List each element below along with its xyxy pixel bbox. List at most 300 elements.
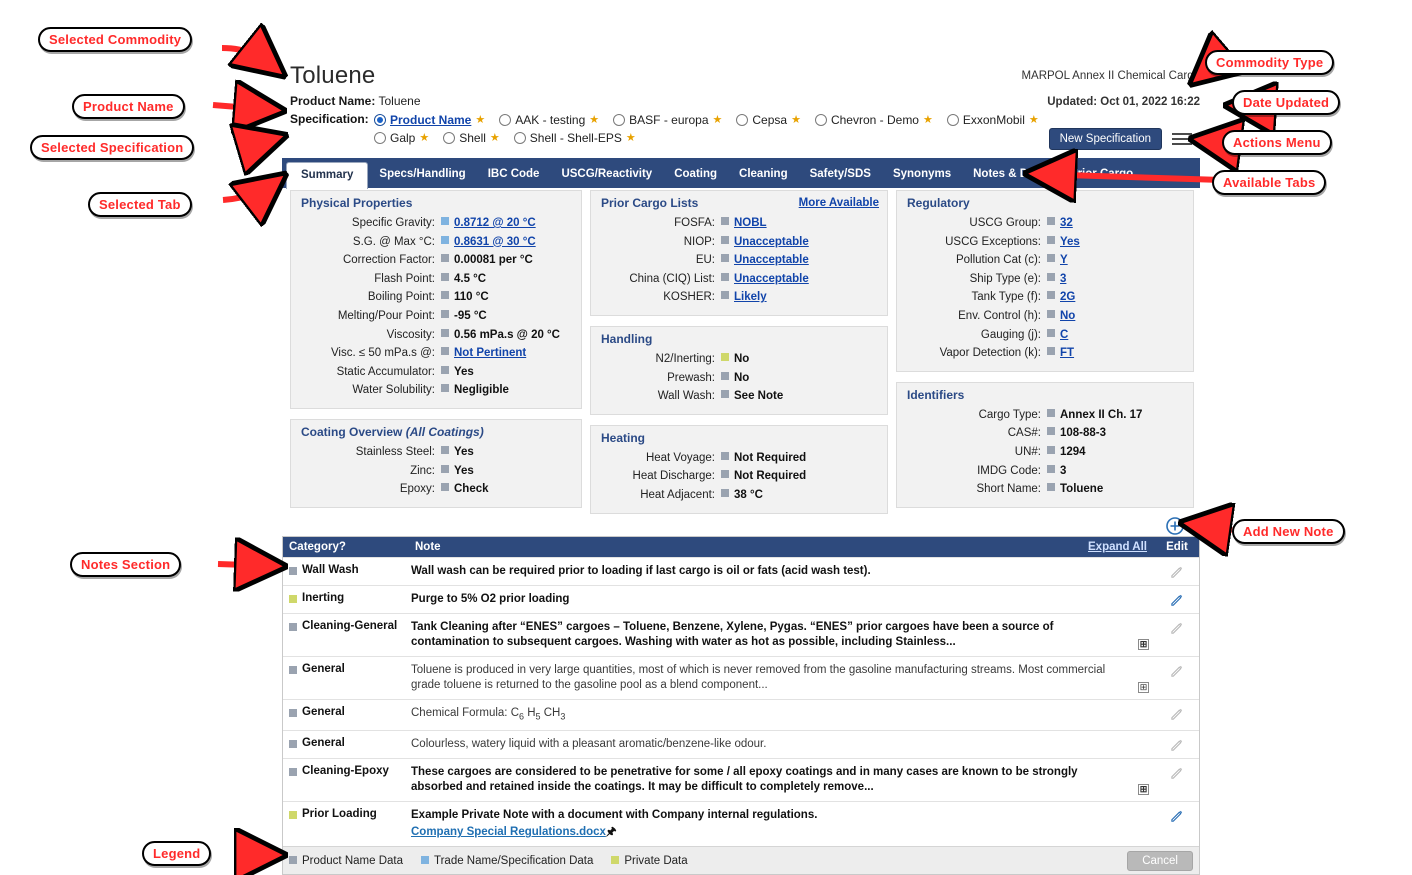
note-edit-cell[interactable]: [1155, 663, 1199, 678]
note-text: These cargoes are considered to be penetrative for some / all epoxy coatings and in many cases are known to be strongly absorbed and retained inside the coatings. It may be difficult to completely remove... ⊞: [411, 766, 1148, 795]
notes-col-edit: Edit: [1166, 541, 1188, 553]
row-label: USCG Exceptions:: [945, 235, 1041, 248]
note-category: General: [283, 737, 411, 749]
edit-pencil-icon[interactable]: [1170, 765, 1185, 780]
row-stainless-steel: [291, 443, 573, 462]
edit-pencil-icon[interactable]: [1170, 808, 1185, 823]
data-source-marker: [289, 567, 297, 575]
row-value: 0.56 mPa.s @ 20 °C: [454, 328, 560, 341]
spec-option-cepsa[interactable]: [736, 111, 801, 129]
heating-title: Heating: [601, 430, 646, 445]
edit-pencil-icon[interactable]: [1170, 620, 1185, 635]
table-row[interactable]: [283, 699, 1199, 730]
data-source-marker: [441, 446, 449, 454]
row-short-name: [897, 480, 1185, 499]
row-label: China (CIQ) List:: [629, 272, 715, 285]
category-help-icon[interactable]: ?: [338, 541, 346, 553]
spec-option-shell-eps[interactable]: [514, 129, 636, 147]
specification-options-row-1: [374, 111, 1200, 129]
spec-option-label: Chevron - Demo: [830, 113, 919, 127]
row-label: Correction Factor:: [342, 254, 435, 267]
row-value-link[interactable]: 3: [1060, 272, 1067, 285]
tab-specs-handling[interactable]: Specs/Handling: [379, 168, 466, 180]
data-source-marker: [1047, 427, 1055, 435]
row-heat-discharge: [591, 467, 879, 486]
data-source-marker: [1047, 273, 1055, 281]
note-text: Purge to 5% O2 prior loading: [411, 593, 570, 605]
row-uscg-exceptions: [897, 233, 1185, 252]
annotation-add-new-note: Add New Note: [1232, 519, 1345, 544]
row-label: USCG Group:: [969, 217, 1041, 229]
physical-properties-panel: [290, 190, 582, 409]
data-source-marker: [289, 768, 297, 776]
legend-marker: [289, 856, 297, 864]
data-source-marker: [721, 217, 729, 225]
row-value: Yes: [454, 365, 474, 378]
row-label: Boiling Point:: [367, 291, 435, 304]
row-value: 38 °C: [734, 488, 763, 501]
row-value-link[interactable]: NOBL: [734, 217, 767, 229]
data-source-marker: [289, 740, 297, 748]
row-value: No: [734, 371, 750, 384]
note-edit-cell[interactable]: [1155, 737, 1199, 752]
row-static-accumulator: [291, 363, 573, 382]
row-value: Not Required: [734, 470, 807, 483]
data-source-marker: [721, 273, 729, 281]
data-source-marker: [441, 465, 449, 473]
edit-pencil-icon[interactable]: [1170, 564, 1185, 579]
note-category: General: [283, 706, 411, 718]
row-value: Not Required: [734, 451, 807, 464]
data-source-marker: [441, 310, 449, 318]
prior-cargo-lists-panel: [590, 190, 888, 316]
row-value-link[interactable]: FT: [1060, 347, 1075, 360]
row-value-link[interactable]: 0.8712 @ 20 °C: [454, 217, 536, 229]
expand-note-icon[interactable]: ⊞: [1139, 639, 1148, 649]
data-source-marker: [289, 623, 297, 631]
annotation-selected-specification: Selected Specification: [30, 135, 194, 160]
tab-notes-docs[interactable]: Notes & Docs: [973, 168, 1048, 180]
row-label: Static Accumulator:: [336, 365, 435, 378]
edit-pencil-icon[interactable]: [1170, 706, 1185, 721]
row-wall-wash: [591, 387, 879, 406]
row-value-link[interactable]: 32: [1060, 217, 1073, 229]
radio-icon[interactable]: [947, 114, 959, 126]
data-source-marker: [1047, 347, 1055, 355]
row-melting-pour-point: [291, 307, 573, 326]
summary-column-3: [896, 190, 1194, 514]
star-icon: ★: [791, 114, 801, 126]
tab-prior-cargo[interactable]: Prior Cargo: [1069, 168, 1134, 180]
star-icon: ★: [589, 114, 600, 126]
note-edit-cell[interactable]: [1155, 765, 1199, 780]
row-ship-type: [897, 270, 1185, 289]
row-label: Pollution Cat (c):: [955, 254, 1041, 267]
note-text: Colourless, watery liquid with a pleasant aromatic/benzene-like odour.: [411, 738, 767, 751]
data-source-marker: [721, 470, 729, 478]
data-source-marker: [1047, 236, 1055, 244]
row-label: EU:: [695, 254, 715, 267]
spec-option-shell[interactable]: [443, 129, 500, 147]
regulatory-panel: [896, 190, 1194, 372]
row-prewash: [591, 369, 879, 388]
row-value-link[interactable]: No: [1060, 309, 1076, 322]
row-value: 4.5 °C: [454, 272, 487, 285]
data-source-marker: [441, 347, 449, 355]
legend-product-name-data: Product Name Data: [289, 855, 403, 867]
radio-icon[interactable]: [374, 132, 386, 144]
notes-col-note: Note Expand All: [415, 541, 1147, 553]
radio-icon[interactable]: [613, 114, 625, 126]
row-pollution-cat: [897, 251, 1185, 270]
spec-option-label: AAK - testing: [515, 113, 586, 127]
tab-uscg-reactivity[interactable]: USCG/Reactivity: [561, 168, 653, 180]
annotation-legend: Legend: [142, 841, 211, 866]
row-value-link[interactable]: C: [1060, 328, 1069, 341]
row-label: Flash Point:: [374, 272, 435, 285]
coating-overview-title-sub: (All Coatings): [405, 424, 484, 439]
row-fosfa: [591, 214, 879, 233]
new-specification-button[interactable]: New Specification: [1049, 128, 1162, 150]
add-note-icon[interactable]: [1166, 517, 1184, 535]
spec-option-label: Cepsa: [752, 113, 788, 127]
spec-option-label: BASF - europa: [629, 113, 709, 127]
radio-icon[interactable]: [374, 114, 386, 126]
legend-private-data: Private Data: [611, 855, 687, 867]
row-value: Check: [454, 483, 489, 496]
data-source-marker: [1047, 291, 1055, 299]
row-water-solubility: [291, 381, 573, 400]
legend-bar: [283, 846, 1199, 874]
radio-icon[interactable]: [499, 114, 511, 126]
row-zinc: [291, 462, 573, 481]
data-source-marker: [289, 811, 297, 819]
note-category: Inerting: [283, 592, 411, 604]
heating-panel: [590, 425, 888, 514]
table-row[interactable]: [283, 613, 1199, 656]
row-label: Wall Wash:: [657, 390, 715, 403]
star-icon: ★: [922, 114, 933, 126]
coating-overview-panel: [290, 419, 582, 508]
data-source-marker: [441, 273, 449, 281]
data-source-marker: [1047, 446, 1055, 454]
table-row[interactable]: [283, 758, 1199, 801]
data-source-marker: [721, 452, 729, 460]
legend-marker: [421, 856, 429, 864]
data-source-marker: [721, 372, 729, 380]
row-value: Negligible: [454, 384, 509, 397]
data-source-marker: [721, 353, 729, 361]
note-edit-cell[interactable]: [1155, 564, 1199, 579]
cancel-button[interactable]: Cancel: [1127, 851, 1193, 871]
row-label: Short Name:: [976, 483, 1041, 496]
row-value-link[interactable]: Unacceptable: [734, 272, 809, 285]
row-value-link[interactable]: Unacceptable: [734, 235, 809, 248]
row-label: Vapor Detection (k):: [939, 347, 1041, 360]
data-source-marker: [441, 217, 449, 225]
note-category: Prior Loading: [283, 808, 411, 820]
expand-note-icon[interactable]: ⊞: [1139, 784, 1148, 795]
row-value: -95 °C: [454, 309, 487, 322]
row-niop: [591, 233, 879, 252]
summary-panels: [290, 190, 1200, 514]
hamburger-menu-icon[interactable]: [1172, 128, 1194, 150]
note-text: Wall wash can be required prior to loading if last cargo is oil or fats (acid wash test).: [411, 565, 871, 577]
row-value: 108-88-3: [1060, 427, 1107, 440]
row-flash-point: [291, 270, 573, 289]
row-sg-max: [291, 233, 573, 252]
row-label: S.G. @ Max °C:: [352, 235, 435, 248]
row-label: Env. Control (h):: [958, 309, 1041, 322]
data-source-marker: [441, 291, 449, 299]
product-name-label: Product Name:: [290, 94, 376, 108]
tab-cleaning[interactable]: Cleaning: [739, 168, 788, 180]
row-boiling-point: [291, 288, 573, 307]
data-source-marker: [441, 236, 449, 244]
data-source-marker: [289, 666, 297, 674]
row-label: Zinc:: [410, 464, 435, 477]
row-kosher: [591, 288, 879, 307]
row-label: Tank Type (f):: [971, 291, 1041, 304]
edit-pencil-icon[interactable]: [1170, 663, 1185, 678]
note-category: General: [283, 663, 411, 675]
data-source-marker: [289, 709, 297, 717]
spec-option-label: Shell: [459, 131, 486, 145]
data-source-marker: [1047, 329, 1055, 337]
row-heat-adjacent: [591, 486, 879, 505]
data-source-marker: [441, 384, 449, 392]
data-source-marker: [1047, 465, 1055, 473]
spec-option-exxonmobil[interactable]: [947, 111, 1039, 129]
prior-cargo-lists-title: Prior Cargo Lists: [601, 196, 699, 210]
row-value-link[interactable]: Not Pertinent: [454, 347, 527, 360]
data-source-marker: [289, 595, 297, 603]
table-row[interactable]: [283, 730, 1199, 758]
tab-synonyms[interactable]: Synonyms: [892, 168, 952, 180]
data-source-marker: [721, 254, 729, 262]
star-icon: ★: [489, 132, 500, 144]
tab-safety-sds[interactable]: Safety/SDS: [809, 168, 871, 180]
annotation-selected-tab: Selected Tab: [88, 192, 192, 217]
row-label: Heat Adjacent:: [640, 488, 715, 501]
note-text: Tank Cleaning after “ENES” cargoes – Toluene, Benzene, Xylene, Pygas. “ENES” prior cargoes have been a source of contamination to subsequent cargoes. Washing with water as hot as possible, including Stainless... ⊞: [411, 621, 1148, 649]
table-row[interactable]: [283, 557, 1199, 585]
row-cargo-type: [897, 406, 1185, 425]
summary-column-1: [290, 190, 582, 514]
star-icon: ★: [475, 114, 486, 126]
row-label: Heat Discharge:: [632, 470, 715, 483]
annotation-date-updated: Date Updated: [1232, 90, 1340, 115]
legend-trade-name-data: Trade Name/Specification Data: [421, 855, 593, 867]
row-value: Toluene: [1060, 483, 1104, 496]
note-document-link[interactable]: Company Special Regulations.docx: [411, 826, 606, 839]
row-value: See Note: [734, 390, 784, 403]
product-name-value: Toluene: [378, 94, 421, 108]
notes-table-header: [283, 537, 1199, 557]
row-value-link[interactable]: 0.8631 @ 30 °C: [454, 235, 536, 248]
spec-option-chevron-demo[interactable]: [815, 111, 933, 129]
note-text-body: Example Private Note with a document with Company internal regulations.: [411, 809, 818, 822]
annotation-product-name: Product Name: [72, 94, 185, 119]
row-value: Yes: [454, 445, 474, 458]
radio-icon[interactable]: [736, 114, 748, 126]
row-label: Specific Gravity:: [351, 217, 435, 229]
annotation-commodity-type: Commodity Type: [1205, 50, 1334, 75]
attachment-icon: 🖈: [605, 826, 617, 839]
coating-overview-title: [291, 420, 581, 443]
date-updated-label: Updated: Oct 01, 2022 16:22: [1047, 96, 1200, 108]
row-viscosity-threshold: [291, 344, 573, 363]
row-value-link[interactable]: Yes: [1060, 235, 1080, 248]
row-value-link[interactable]: Likely: [734, 291, 767, 304]
spec-option-label: Galp: [390, 131, 416, 145]
row-value-link[interactable]: Unacceptable: [734, 254, 809, 267]
row-env-control: [897, 307, 1185, 326]
annotation-actions-menu: Actions Menu: [1222, 130, 1332, 155]
edit-pencil-icon[interactable]: [1170, 737, 1185, 752]
data-source-marker: [1047, 217, 1055, 225]
coating-overview-title-text: Coating Overview: [301, 424, 403, 439]
tab-coating[interactable]: Coating: [674, 168, 718, 180]
note-category: Cleaning-General: [283, 620, 411, 632]
row-value: Yes: [454, 464, 474, 477]
row-uscg-group: [897, 214, 1185, 233]
row-label: CAS#:: [1007, 427, 1041, 440]
spec-option-basf-europa[interactable]: [613, 111, 722, 129]
regulatory-title: Regulatory: [907, 196, 970, 210]
spec-option-product-name[interactable]: [374, 111, 485, 129]
legend-marker: [611, 856, 619, 864]
row-epoxy: [291, 480, 573, 499]
row-label: Prewash:: [667, 371, 715, 384]
row-specific-gravity: [291, 214, 573, 233]
spec-option-label: ExxonMobil: [962, 113, 1025, 127]
identifiers-title: Identifiers: [907, 387, 965, 402]
radio-icon[interactable]: [514, 132, 526, 144]
row-label: N2/Inerting:: [655, 352, 715, 365]
summary-column-2: [590, 190, 888, 514]
radio-icon[interactable]: [815, 114, 827, 126]
specification-label: Specification:: [290, 112, 369, 126]
row-value: 110 °C: [454, 291, 489, 304]
commodity-type-label: MARPOL Annex II Chemical Cargo: [1021, 70, 1200, 82]
note-edit-cell[interactable]: [1155, 592, 1199, 607]
row-vapor-detection: [897, 344, 1185, 363]
note-edit-cell[interactable]: [1155, 808, 1199, 823]
physical-properties-title: Physical Properties: [301, 196, 413, 210]
row-imdg-code: [897, 462, 1185, 481]
radio-icon[interactable]: [443, 132, 455, 144]
row-heat-voyage: [591, 449, 879, 468]
data-source-marker: [1047, 483, 1055, 491]
data-source-marker: [721, 291, 729, 299]
identifiers-panel: [896, 382, 1194, 508]
row-cas-number: [897, 424, 1185, 443]
data-source-marker: [1047, 310, 1055, 318]
data-source-marker: [1047, 254, 1055, 262]
row-label: KOSHER:: [663, 291, 715, 304]
commodity-detail-app: [282, 62, 1200, 872]
expand-all-link[interactable]: Expand All: [1088, 541, 1147, 553]
tab-summary[interactable]: Summary: [286, 162, 368, 189]
spec-option-label: Product Name: [390, 113, 472, 127]
data-source-marker: [441, 483, 449, 491]
row-label: UN#:: [1014, 445, 1041, 458]
table-row[interactable]: [283, 656, 1199, 699]
annotation-notes-section: Notes Section: [70, 552, 181, 577]
data-source-marker: [1047, 409, 1055, 417]
note-edit-cell[interactable]: [1155, 706, 1199, 721]
spec-option-aak-testing[interactable]: [499, 111, 599, 129]
table-row[interactable]: [283, 801, 1199, 846]
star-icon: ★: [712, 114, 723, 126]
spec-option-label: Shell - Shell-EPS: [529, 131, 622, 145]
row-gauging: [897, 326, 1185, 345]
row-label: Heat Voyage:: [645, 451, 715, 464]
row-label: Epoxy:: [399, 483, 435, 496]
data-source-marker: [721, 236, 729, 244]
row-value: 0.00081 per °C: [454, 254, 533, 267]
table-row[interactable]: [283, 585, 1199, 613]
row-value: Annex II Ch. 17: [1060, 408, 1143, 421]
data-source-marker: [441, 366, 449, 374]
tab-ibc-code[interactable]: IBC Code: [487, 168, 540, 180]
row-label: Viscosity:: [386, 328, 435, 341]
spec-option-galp[interactable]: [374, 129, 429, 147]
row-label: FOSFA:: [674, 217, 715, 229]
row-value-link[interactable]: Y: [1060, 254, 1068, 267]
note-category: Wall Wash: [283, 564, 411, 576]
data-source-marker: [721, 390, 729, 398]
note-text: [411, 808, 1155, 840]
tab-bar: [282, 158, 1200, 188]
star-icon: ★: [625, 132, 636, 144]
note-text: Toluene is produced in very large quantities, most of which is never removed from the gasoline manufacturing streams. Most commercial grade toluene is returned to the gasoline pool as a blend component... ⊞: [411, 664, 1148, 692]
page-title: Toluene: [290, 62, 376, 89]
row-label: Stainless Steel:: [355, 445, 435, 458]
row-label: Gauging (j):: [980, 328, 1041, 341]
row-value: No: [734, 352, 750, 365]
note-text: Chemical Formula: $C_6$ $H_5$ $CH_3$: [411, 707, 566, 722]
expand-note-icon[interactable]: ⊞: [1139, 682, 1148, 692]
handling-panel: [590, 326, 888, 415]
row-tank-type: [897, 288, 1185, 307]
more-available-link[interactable]: More Available: [798, 197, 879, 209]
row-viscosity: [291, 326, 573, 345]
row-label: Ship Type (e):: [969, 272, 1041, 285]
star-icon: ★: [1028, 114, 1039, 126]
edit-pencil-icon[interactable]: [1170, 592, 1185, 607]
row-value-link[interactable]: 2G: [1060, 291, 1076, 304]
row-eu: [591, 251, 879, 270]
data-source-marker: [441, 254, 449, 262]
notes-col-category: Category?: [289, 541, 346, 553]
row-label: IMDG Code:: [977, 464, 1041, 477]
row-label: Visc. ≤ 50 mPa.s @:: [330, 347, 435, 360]
row-label: Water Solubility:: [352, 384, 435, 397]
row-n2-inerting: [591, 350, 879, 369]
annotation-available-tabs: Available Tabs: [1212, 170, 1326, 195]
note-category: Cleaning-Epoxy: [283, 765, 411, 777]
handling-title: Handling: [601, 331, 653, 346]
row-correction-factor: [291, 251, 573, 270]
row-un-number: [897, 443, 1185, 462]
annotation-selected-commodity: Selected Commodity: [38, 27, 192, 52]
note-edit-cell[interactable]: [1155, 620, 1199, 635]
row-label: Melting/Pour Point:: [337, 309, 435, 322]
notes-section: [282, 536, 1200, 875]
row-label: NIOP:: [683, 235, 715, 248]
